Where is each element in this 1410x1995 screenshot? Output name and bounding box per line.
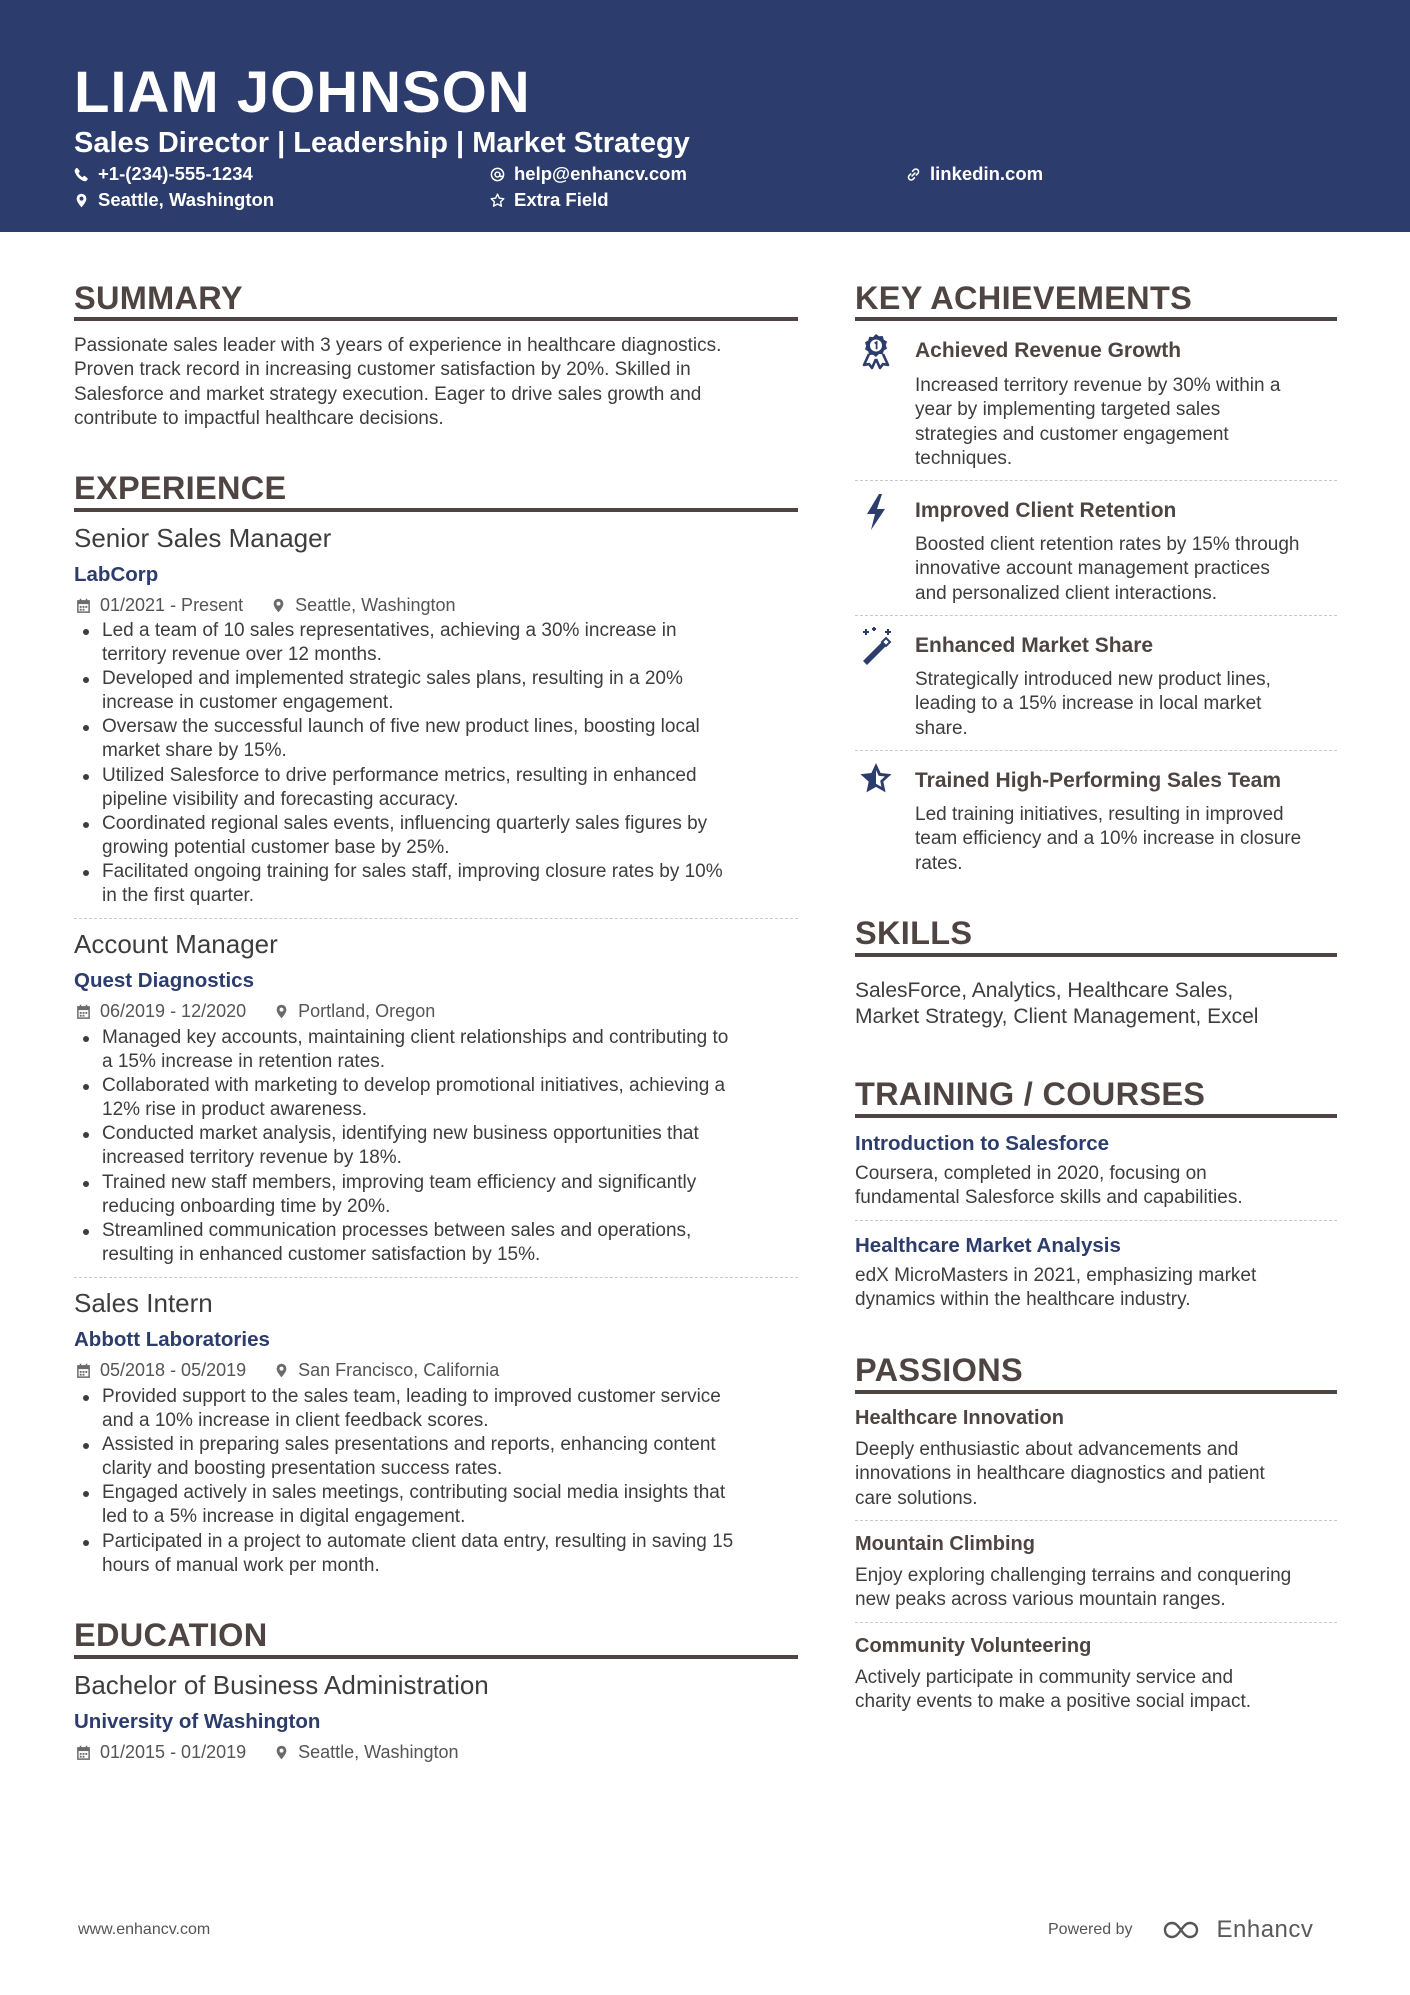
footer-branding bbox=[1048, 1916, 1313, 1944]
course-divider bbox=[855, 1220, 1337, 1221]
summary-heading: SUMMARY bbox=[74, 280, 243, 316]
achievement-divider bbox=[855, 480, 1337, 481]
at-sign-icon bbox=[490, 167, 505, 182]
calendar-icon bbox=[76, 1745, 91, 1760]
location-pin-icon bbox=[74, 193, 89, 208]
training-rule bbox=[855, 1114, 1337, 1118]
summary-line: Salesforce and market strategy execution. Eager to drive sales growth and bbox=[74, 383, 702, 405]
achievement-description: Strategically introduced new product lines, leading to a 15% increase in local market share. bbox=[915, 669, 1271, 739]
location-pin-icon bbox=[271, 598, 286, 613]
skills-list: SalesForce, Analytics, Healthcare Sales, Market Strategy, Client Management, Excel bbox=[855, 979, 1259, 1028]
job-bullets bbox=[74, 1385, 814, 1578]
bullet-item: Managed key accounts, maintaining client relationships and contributing to a 15% increase in retention rates. bbox=[74, 1026, 814, 1074]
job-role: Account Manager bbox=[74, 929, 278, 959]
bullet-item: Oversaw the successful launch of five new product lines, boosting local market share by 15%. bbox=[74, 715, 814, 763]
passion-title: Healthcare Innovation bbox=[855, 1407, 1064, 1429]
job-location-text: Portland, Oregon bbox=[298, 1001, 436, 1021]
bullet-item: Developed and implemented strategic sales plans, resulting in a 20% increase in customer engagement. bbox=[74, 667, 814, 715]
summary-line: contribute to impactful healthcare decisions. bbox=[74, 407, 444, 429]
award-ribbon-icon bbox=[858, 332, 894, 372]
achievements-heading: KEY ACHIEVEMENTS bbox=[855, 280, 1193, 316]
phone-text: +1-(234)-555-1234 bbox=[98, 163, 253, 184]
lightning-bolt-icon bbox=[858, 492, 894, 532]
job-meta bbox=[76, 593, 456, 617]
summary-line: Proven track record in increasing customer satisfaction by 20%. Skilled in bbox=[74, 359, 691, 381]
course-title: Introduction to Salesforce bbox=[855, 1132, 1109, 1155]
bullet-item: Streamlined communication processes between sales and operations, resulting in enhanced customer satisfaction by 15%. bbox=[74, 1219, 814, 1267]
enhancv-logo-icon bbox=[1161, 1918, 1209, 1942]
brand-name: Enhancv bbox=[1216, 1916, 1314, 1943]
job-dates: 01/2021 - Present bbox=[100, 595, 244, 615]
contact-extra bbox=[490, 188, 609, 212]
calendar-icon bbox=[76, 1004, 91, 1019]
passion-divider bbox=[855, 1520, 1337, 1521]
passion-title: Community Volunteering bbox=[855, 1635, 1092, 1657]
skills-heading: SKILLS bbox=[855, 915, 973, 951]
job-meta bbox=[76, 1358, 499, 1382]
location-pin-icon bbox=[274, 1004, 289, 1019]
contact-location bbox=[74, 188, 274, 212]
achievement-title: Trained High-Performing Sales Team bbox=[915, 769, 1282, 792]
bullet-item: Collaborated with marketing to develop promotional initiatives, achieving a 12% rise in product awareness. bbox=[74, 1074, 814, 1122]
course-title: Healthcare Market Analysis bbox=[855, 1234, 1121, 1257]
calendar-icon bbox=[76, 598, 91, 613]
passion-description: Deeply enthusiastic about advancements and innovations in healthcare diagnostics and patient care solutions. bbox=[855, 1439, 1265, 1509]
bullet-item: Engaged actively in sales meetings, contributing social media insights that led to a 5% increase in digital engagement. bbox=[74, 1481, 814, 1529]
education-location-text: Seattle, Washington bbox=[298, 1742, 459, 1762]
job-bullets bbox=[74, 1026, 814, 1267]
job-meta bbox=[76, 999, 435, 1023]
achievement-divider bbox=[855, 615, 1337, 616]
magic-wand-icon bbox=[858, 625, 894, 665]
achievement-description: Increased territory revenue by 30% within a year by implementing targeted sales strategies and customer engagement techniques. bbox=[915, 375, 1281, 469]
job-company: Quest Diagnostics bbox=[74, 969, 254, 992]
bullet-item: Utilized Salesforce to drive performance metrics, resulting in enhanced pipeline visibility and forecasting accuracy. bbox=[74, 764, 814, 812]
star-icon bbox=[858, 760, 894, 800]
linkedin-text[interactable]: linkedin.com bbox=[930, 163, 1044, 184]
job-divider bbox=[74, 1277, 798, 1278]
course-description: edX MicroMasters in 2021, emphasizing market dynamics within the healthcare industry. bbox=[855, 1265, 1257, 1311]
achievement-title: Achieved Revenue Growth bbox=[915, 339, 1182, 362]
job-company: Abbott Laboratories bbox=[74, 1328, 270, 1351]
passions-heading: PASSIONS bbox=[855, 1352, 1023, 1388]
job-bullets bbox=[74, 619, 814, 908]
summary-text bbox=[74, 334, 804, 431]
course-description: Coursera, completed in 2020, focusing on fundamental Salesforce skills and capabilities. bbox=[855, 1163, 1243, 1209]
passion-description: Actively participate in community service and charity events to make a positive social impact. bbox=[855, 1667, 1252, 1713]
job-location bbox=[274, 1358, 499, 1382]
job-location-text: Seattle, Washington bbox=[295, 595, 456, 615]
candidate-name: LIAM JOHNSON bbox=[74, 60, 531, 125]
job-role: Sales Intern bbox=[74, 1288, 213, 1318]
powered-by-label: Powered by bbox=[1048, 1921, 1133, 1938]
education-heading: EDUCATION bbox=[74, 1617, 268, 1653]
bullet-item: Trained new staff members, improving team efficiency and significantly reducing onboarding time by 20%. bbox=[74, 1171, 814, 1219]
link-icon bbox=[906, 167, 921, 182]
job-location bbox=[274, 999, 435, 1023]
star-outline-icon bbox=[490, 193, 505, 208]
bullet-item: Facilitated ongoing training for sales staff, improving closure rates by 10% in the first quarter. bbox=[74, 860, 814, 908]
calendar-icon bbox=[76, 1363, 91, 1378]
extra-field-text: Extra Field bbox=[514, 189, 609, 210]
passion-divider bbox=[855, 1622, 1337, 1623]
bullet-item: Coordinated regional sales events, influencing quarterly sales figures by growing potential customer base by 25%. bbox=[74, 812, 814, 860]
education-location bbox=[274, 1740, 458, 1764]
passion-description: Enjoy exploring challenging terrains and conquering new peaks across various mountain ranges. bbox=[855, 1565, 1292, 1611]
location-pin-icon bbox=[274, 1363, 289, 1378]
training-heading: TRAINING / COURSES bbox=[855, 1076, 1206, 1112]
bullet-item: Led a team of 10 sales representatives, achieving a 30% increase in territory revenue over 12 months. bbox=[74, 619, 814, 667]
education-dates: 01/2015 - 01/2019 bbox=[100, 1742, 247, 1762]
summary-line: Passionate sales leader with 3 years of experience in healthcare diagnostics. bbox=[74, 335, 722, 356]
passion-title: Mountain Climbing bbox=[855, 1533, 1035, 1555]
job-company: LabCorp bbox=[74, 563, 159, 586]
job-divider bbox=[74, 918, 798, 919]
location-text: Seattle, Washington bbox=[98, 189, 275, 210]
job-location-text: San Francisco, California bbox=[298, 1360, 500, 1380]
achievement-title: Enhanced Market Share bbox=[915, 634, 1154, 657]
job-dates: 06/2019 - 12/2020 bbox=[100, 1001, 247, 1021]
achievement-description: Led training initiatives, resulting in improved team efficiency and a 10% increase in closure rates. bbox=[915, 804, 1302, 874]
achievement-title: Improved Client Retention bbox=[915, 499, 1177, 522]
education-meta bbox=[76, 1740, 459, 1764]
bullet-item: Assisted in preparing sales presentations and reports, enhancing content clarity and boosting presentation success rates. bbox=[74, 1433, 814, 1481]
education-degree: Bachelor of Business Administration bbox=[74, 1670, 489, 1700]
job-dates: 05/2018 - 05/2019 bbox=[100, 1360, 247, 1380]
achievements-rule bbox=[855, 317, 1337, 321]
bullet-item: Conducted market analysis, identifying new business opportunities that increased territory revenue by 18%. bbox=[74, 1122, 814, 1170]
experience-rule bbox=[74, 508, 798, 512]
bullet-item: Provided support to the sales team, leading to improved customer service and a 10% increase in client feedback scores. bbox=[74, 1385, 814, 1433]
education-rule bbox=[74, 1655, 798, 1659]
experience-heading: EXPERIENCE bbox=[74, 470, 287, 506]
contact-phone bbox=[74, 162, 253, 186]
education-school: University of Washington bbox=[74, 1710, 321, 1733]
skills-rule bbox=[855, 953, 1337, 957]
footer-website[interactable]: www.enhancv.com bbox=[78, 1921, 211, 1938]
bullet-item: Participated in a project to automate client data entry, resulting in saving 15 hours of manual work per month. bbox=[74, 1530, 814, 1578]
summary-rule bbox=[74, 317, 798, 321]
achievement-divider bbox=[855, 750, 1337, 751]
contact-linkedin[interactable] bbox=[906, 162, 1043, 186]
job-location bbox=[271, 593, 455, 617]
location-pin-icon bbox=[274, 1745, 289, 1760]
passions-rule bbox=[855, 1390, 1337, 1394]
contact-email[interactable] bbox=[490, 162, 687, 186]
candidate-headline: Sales Director | Leadership | Market Strategy bbox=[74, 127, 690, 159]
achievement-description: Boosted client retention rates by 15% through innovative account management practices and personalized client interactions. bbox=[915, 534, 1300, 604]
job-role: Senior Sales Manager bbox=[74, 523, 332, 553]
resume-header bbox=[0, 0, 1410, 232]
email-text[interactable]: help@enhancv.com bbox=[514, 163, 687, 184]
phone-icon bbox=[74, 167, 89, 182]
